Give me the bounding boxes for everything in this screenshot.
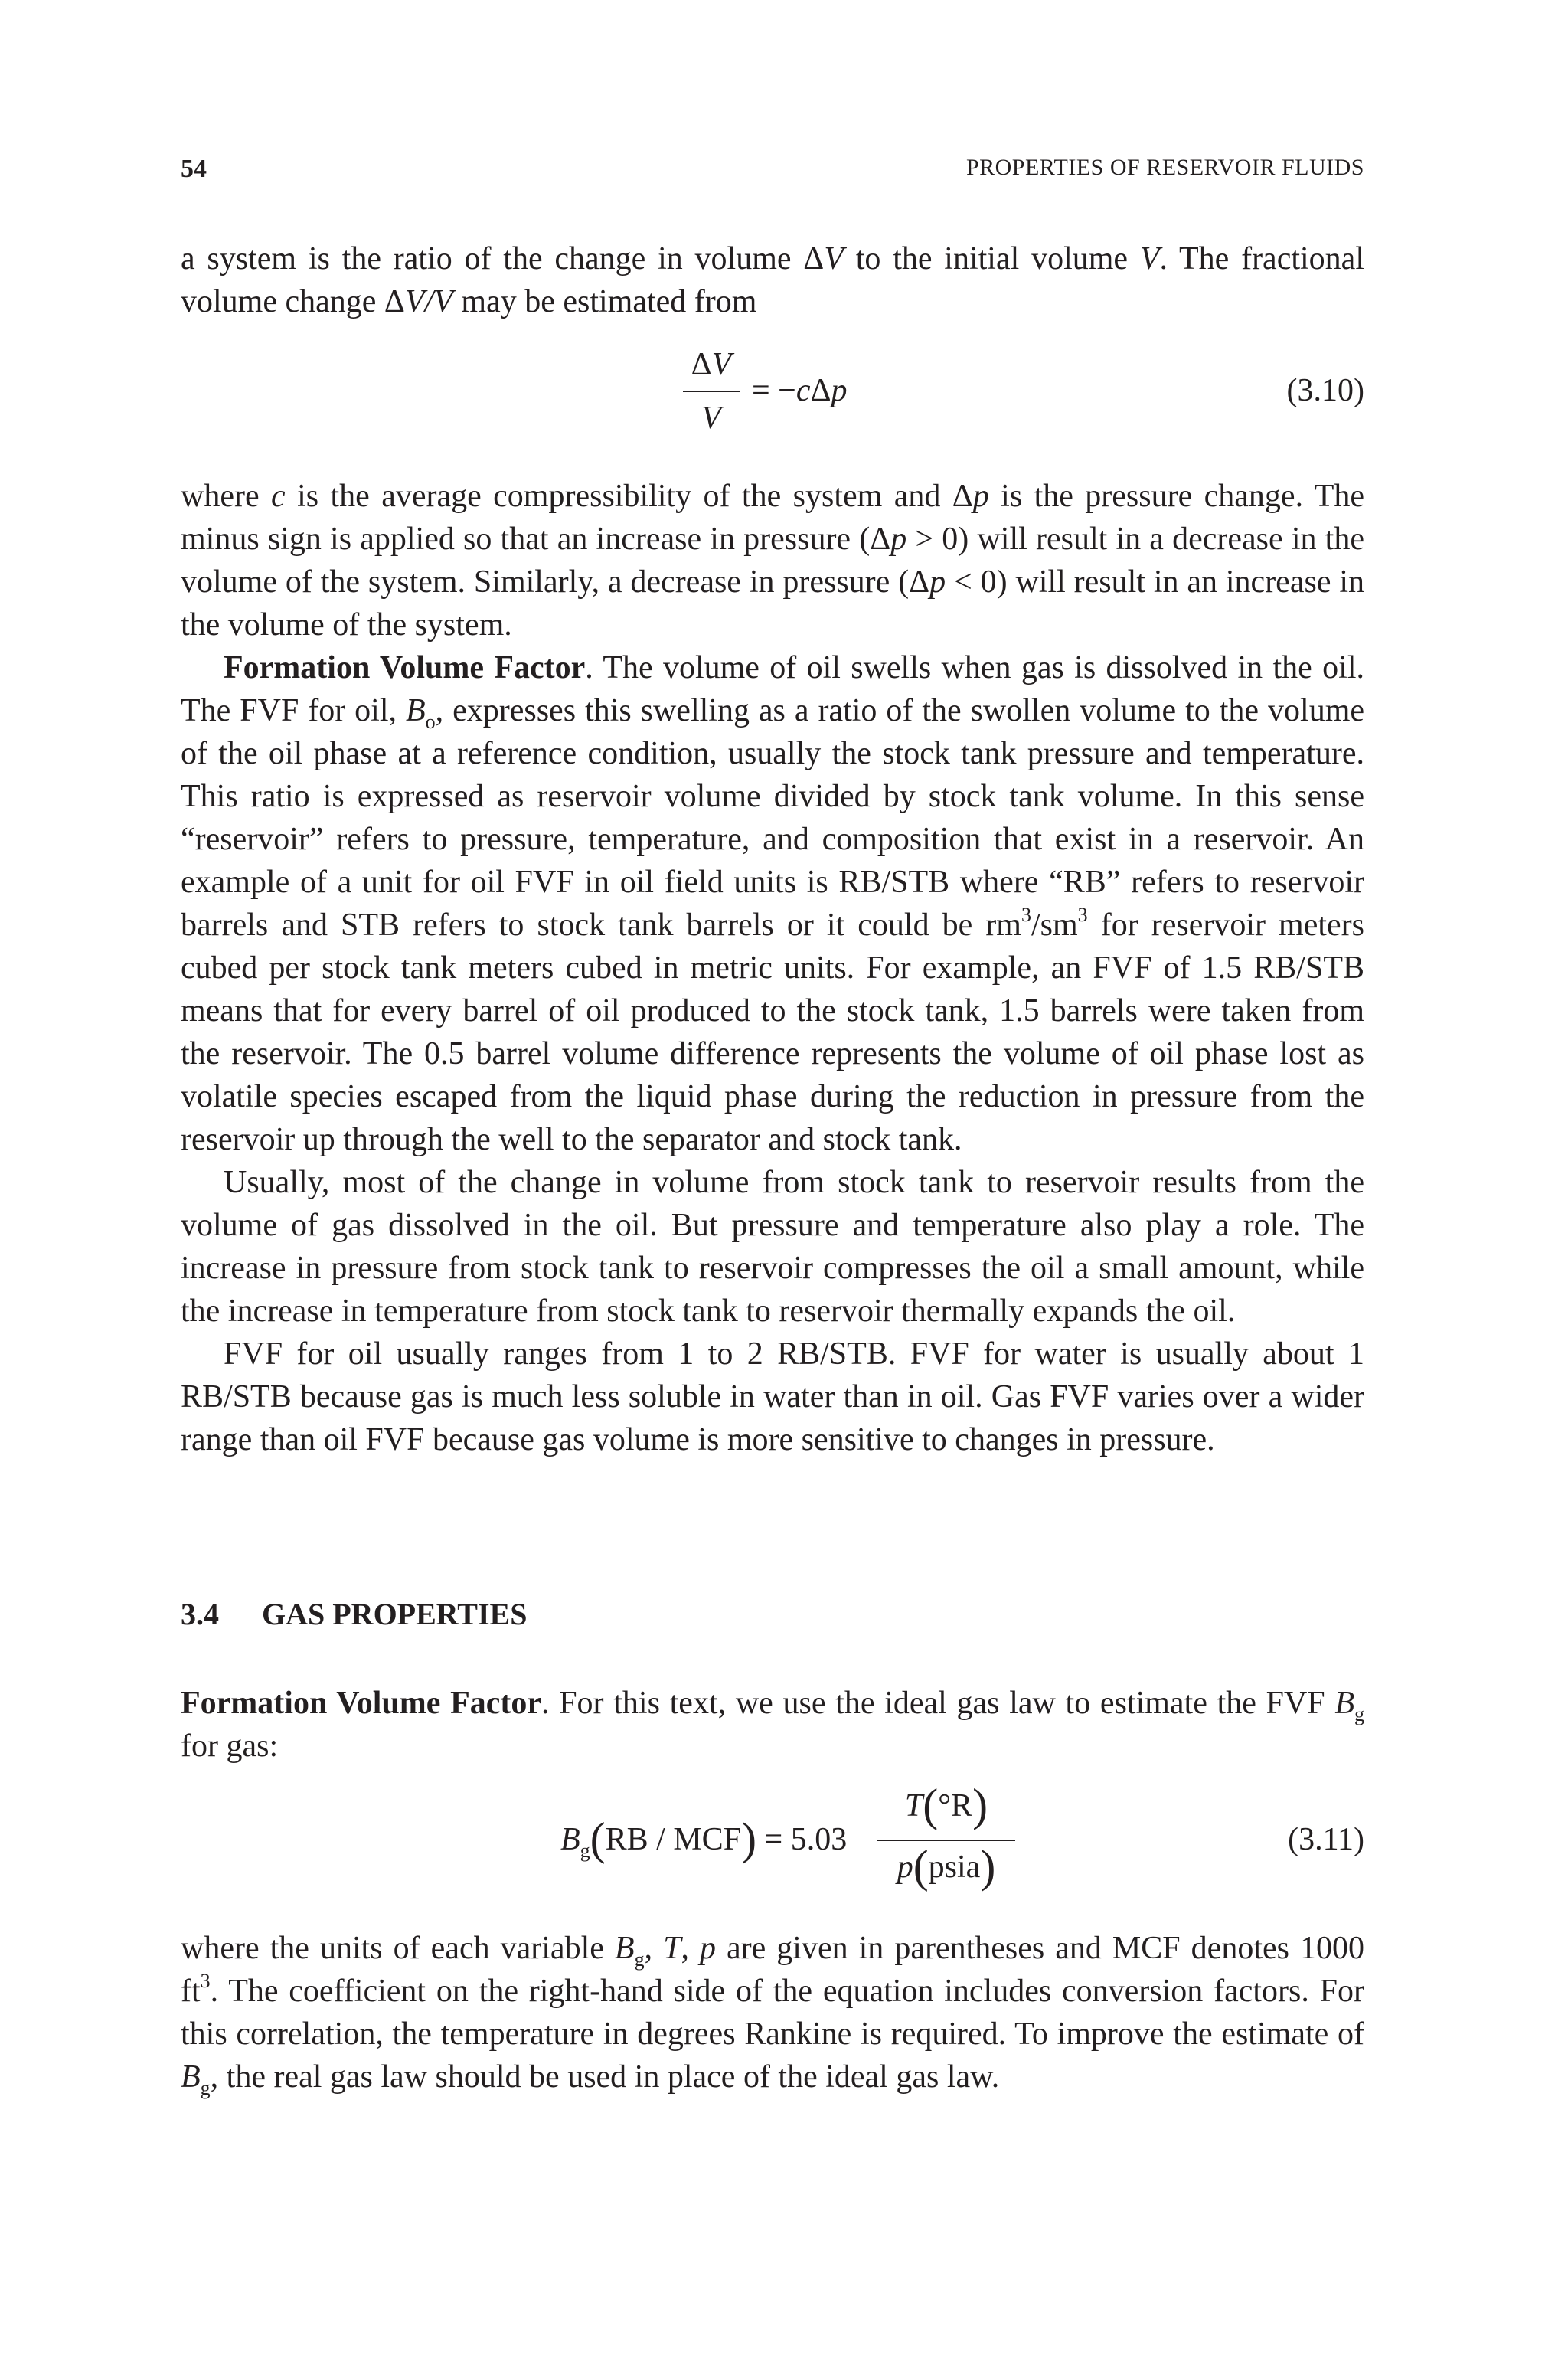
compressibility-paragraph: where c is the average compressibility of the system and Δp is the pressure change. The minus sign is applied so that an increase in pressure (Δp > 0) will result in a decrease in the volume of the system. Similarly, a decrease in pressure (Δp < 0) will result in an increase in the volume of the system. (181, 479, 1365, 643)
fraction-numerator: T(°R) (904, 1780, 988, 1830)
equation-number: (3.11) (1288, 1822, 1364, 1857)
run-in-heading: Formation Volume Factor (224, 650, 586, 685)
equation-rhs: = −cΔp (752, 373, 848, 408)
page-header (181, 155, 1364, 193)
section-title: GAS PROPERTIES (262, 1597, 528, 1631)
page-number: 54 (181, 155, 207, 183)
equation-number: (3.10) (1286, 373, 1364, 408)
running-head: PROPERTIES OF RESERVOIR FLUIDS (965, 155, 1364, 180)
section-number: 3.4 (181, 1597, 219, 1631)
fraction-numerator: ΔV (691, 347, 732, 382)
equation-lhs: $B_g(RB / MCF) = 5.03$ (560, 1814, 848, 1864)
body-text (181, 475, 1364, 1461)
oil-fvf-paragraph: Formation Volume Factor. The volume of oil swells when gas is dissolved in the oil. The FVF for oil, $B_o$, expresses this swelling as a ratio of the swollen volume to the volume of the oil phase at a reference condition, usually the stock tank pressure and temperature. This ratio is expressed as reservoir volume divided by stock tank volume. In this sense “reservoir” refers to pressure, temperature, and composition that exist in a reservoir. An example of a unit for oil FVF in oil field units is RB/STB where “RB” refers to reservoir barrels and STB refers to stock tank barrels or it could be $rm^3/sm^3$ for reservoir meters cubed per stock tank meters cubed in metric units. For example, an FVF of 1.5 RB/STB means that for every barrel of oil produced to the stock tank, 1.5 barrels were taken from the reservoir. The 0.5 barrel volume difference represents the volume of oil phase lost as volatile species escaped from the liquid phase during the reduction in pressure from the reservoir up through the well to the separator and stock tank. (181, 650, 1365, 1157)
intro-paragraph: a system is the ratio of the change in volume ΔV to the initial volume V. The fractional volume change ΔV/V may be estimated from (181, 241, 1364, 319)
fraction-denominator: p(psia) (897, 1841, 996, 1892)
section-heading (181, 1596, 527, 1632)
gas-fvf-paragraph: Formation Volume Factor. For this text, we use the ideal gas law to estimate the FVF $B_g$ for gas: (181, 1686, 1364, 1764)
units-paragraph: where the units of each variable $B_g$, T, p are given in parentheses and MCF denotes 1000 $ft^3$. The coefficient on the right-hand side of the equation includes conversion factors. For this correlation, the temperature in degrees Rankine is required. To improve the estimate of $B_g$, the real gas law should be used in place of the ideal gas law. (181, 1931, 1364, 2099)
run-in-heading: Formation Volume Factor (181, 1686, 541, 1721)
fraction-bar (683, 391, 740, 392)
volume-change-paragraph: Usually, most of the change in volume from stock tank to reservoir results from the volume of gas dissolved in the oil. But pressure and temperature also play a role. The increase in pressure from stock tank to reservoir compresses the oil a small amount, while the increase in temperature from stock tank to reservoir thermally expands the oil. (181, 1165, 1364, 1329)
fvf-range-paragraph: FVF for oil usually ranges from 1 to 2 RB/STB. FVF for water is usually about 1 RB/STB because gas is much less soluble in water than in oil. Gas FVF varies over a wider range than oil FVF because gas volume is more sensitive to changes in pressure. (181, 1336, 1364, 1457)
equation-3-10 (181, 346, 1364, 453)
fraction-denominator: V (701, 401, 721, 436)
equation-3-11 (181, 1780, 1364, 1902)
